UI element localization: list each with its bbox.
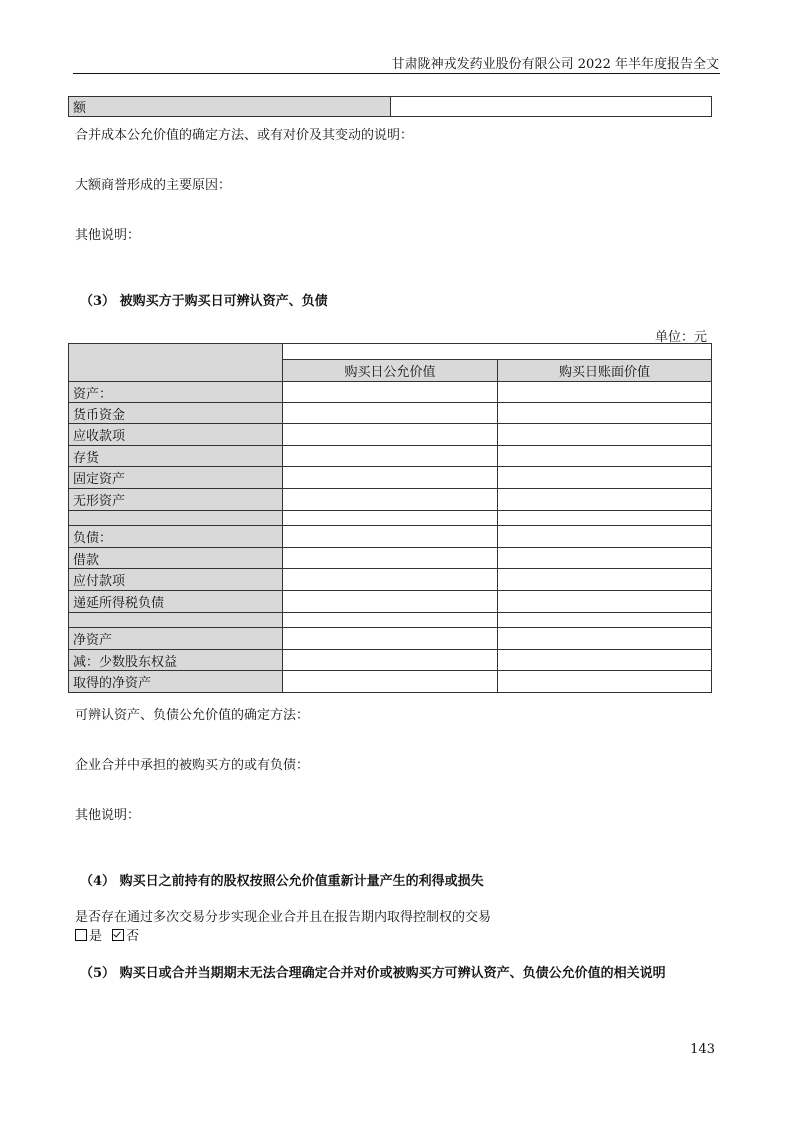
row-label: 递延所得税负债 bbox=[69, 591, 283, 613]
book-value-cell bbox=[498, 467, 712, 489]
identifiable-method-note: 可辨认资产、负债公允价值的确定方法： bbox=[75, 708, 310, 723]
yes-option-label: 是 bbox=[89, 929, 103, 944]
other-note-1: 其他说明： bbox=[75, 228, 141, 243]
book-value-header: 购买日账面价值 bbox=[498, 360, 712, 382]
table-row bbox=[69, 548, 712, 569]
fair-value-cell bbox=[283, 628, 498, 650]
book-value-cell bbox=[498, 591, 712, 613]
fair-value-header: 购买日公允价值 bbox=[283, 360, 498, 382]
table-row bbox=[69, 489, 712, 511]
fair-value-cell bbox=[283, 569, 498, 591]
table-header-row-1 bbox=[69, 344, 712, 360]
corner-header-cell bbox=[69, 344, 283, 382]
report-header-title: 甘肃陇神戎发药业股份有限公司 2022 年半年度报告全文 bbox=[391, 57, 719, 72]
no-checkbox[interactable] bbox=[112, 929, 124, 941]
table-row bbox=[69, 446, 712, 467]
table-row bbox=[69, 467, 712, 489]
row-label: 取得的净资产 bbox=[69, 671, 283, 693]
book-value-cell bbox=[498, 424, 712, 446]
unit-label: 单位：元 bbox=[654, 330, 707, 345]
row-label: 无形资产 bbox=[69, 489, 283, 511]
fair-value-cell bbox=[283, 424, 498, 446]
book-value-cell bbox=[498, 526, 712, 548]
book-value-cell bbox=[498, 628, 712, 650]
fair-value-cell bbox=[283, 467, 498, 489]
book-value-cell bbox=[498, 671, 712, 693]
fair-value-cell bbox=[283, 526, 498, 548]
fair-value-cell bbox=[283, 446, 498, 467]
fair-value-cell bbox=[283, 671, 498, 693]
row-label: 应付款项 bbox=[69, 569, 283, 591]
other-note-2: 其他说明： bbox=[75, 808, 141, 823]
row-label: 资产： bbox=[69, 382, 283, 403]
row-label: 存货 bbox=[69, 446, 283, 467]
book-value-cell bbox=[498, 548, 712, 569]
acquiree-header-cell bbox=[283, 344, 712, 360]
table-row bbox=[69, 424, 712, 446]
row-label: 固定资产 bbox=[69, 467, 283, 489]
continuation-label-cell: 额 bbox=[69, 97, 391, 117]
row-label: 负债： bbox=[69, 526, 283, 548]
header-rule bbox=[73, 73, 720, 74]
section-3-title: （3） 被购买方于购买日可辨认资产、负债 bbox=[80, 294, 328, 309]
goodwill-reason-note: 大额商誉形成的主要原因： bbox=[75, 178, 232, 193]
table-row bbox=[69, 403, 712, 424]
fair-value-cell bbox=[283, 489, 498, 511]
row-label: 应收款项 bbox=[69, 424, 283, 446]
table-row bbox=[69, 569, 712, 591]
row-label: 货币资金 bbox=[69, 403, 283, 424]
page-number: 143 bbox=[690, 1042, 715, 1057]
table-row bbox=[69, 628, 712, 650]
table-row bbox=[69, 511, 712, 526]
row-label bbox=[69, 511, 283, 526]
table-row bbox=[69, 671, 712, 693]
book-value-cell bbox=[498, 511, 712, 526]
fair-value-cell bbox=[283, 613, 498, 628]
fair-value-cell bbox=[283, 650, 498, 671]
step-acquisition-question: 是否存在通过多次交易分步实现企业合并且在报告期内取得控制权的交易 bbox=[75, 910, 492, 925]
book-value-cell bbox=[498, 403, 712, 424]
table-row bbox=[69, 591, 712, 613]
table-row bbox=[69, 613, 712, 628]
continuation-table bbox=[68, 96, 712, 117]
section-5-title: （5） 购买日或合并当期期末无法合理确定合并对价或被购买方可辨认资产、负债公允价值的相关说明 bbox=[80, 966, 666, 981]
book-value-cell bbox=[498, 489, 712, 511]
table-row bbox=[69, 526, 712, 548]
book-value-cell bbox=[498, 382, 712, 403]
contingent-liabilities-note: 企业合并中承担的被购买方的或有负债： bbox=[75, 758, 310, 773]
fair-value-cell bbox=[283, 403, 498, 424]
merge-cost-note: 合并成本公允价值的确定方法、或有对价及其变动的说明： bbox=[75, 128, 414, 143]
yes-checkbox[interactable] bbox=[75, 929, 87, 941]
fair-value-cell bbox=[283, 511, 498, 526]
identifiable-assets-table bbox=[68, 343, 712, 693]
section-4-title: （4） 购买日之前持有的股权按照公允价值重新计量产生的利得或损失 bbox=[80, 874, 484, 889]
row-label bbox=[69, 613, 283, 628]
yes-no-options bbox=[75, 925, 139, 944]
table-row bbox=[69, 382, 712, 403]
row-label: 净资产 bbox=[69, 628, 283, 650]
book-value-cell bbox=[498, 446, 712, 467]
table-row bbox=[69, 650, 712, 671]
book-value-cell bbox=[498, 613, 712, 628]
row-label: 借款 bbox=[69, 548, 283, 569]
continuation-value-cell bbox=[391, 97, 712, 117]
fair-value-cell bbox=[283, 591, 498, 613]
fair-value-cell bbox=[283, 548, 498, 569]
book-value-cell bbox=[498, 650, 712, 671]
book-value-cell bbox=[498, 569, 712, 591]
row-label: 减：少数股东权益 bbox=[69, 650, 283, 671]
no-option-label: 否 bbox=[126, 929, 140, 944]
fair-value-cell bbox=[283, 382, 498, 403]
